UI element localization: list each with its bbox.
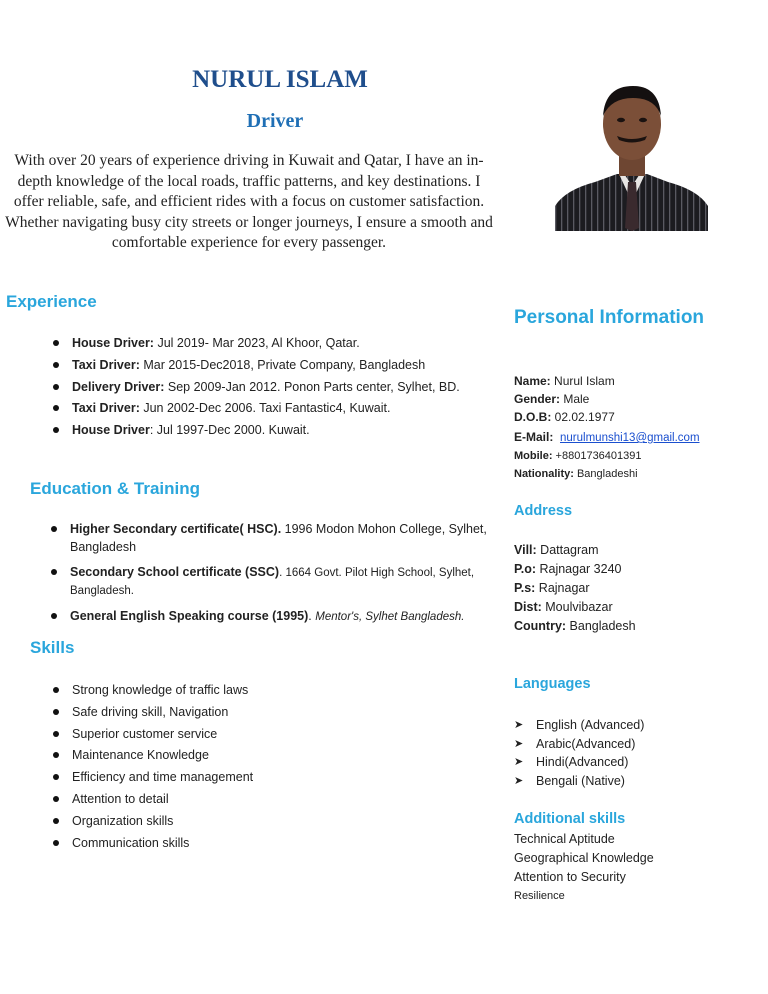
list-item bbox=[48, 563, 488, 600]
job-title: Taxi Driver: bbox=[72, 357, 140, 372]
list-item: Attention to detail bbox=[50, 790, 450, 812]
list-item bbox=[514, 753, 754, 772]
gender-label: Gender: bbox=[514, 392, 561, 406]
skills-list bbox=[50, 681, 450, 855]
list-item bbox=[48, 607, 488, 626]
language-label: English (Advanced) bbox=[536, 718, 645, 732]
education-title: Secondary School certificate (SSC) bbox=[70, 565, 280, 579]
list-item: Strong knowledge of traffic laws bbox=[50, 681, 450, 703]
list-item bbox=[514, 716, 754, 735]
arrow-bullet-icon: ➤ bbox=[514, 719, 524, 731]
resume-role: Driver bbox=[246, 110, 304, 132]
dist-value: Moulvibazar bbox=[541, 600, 613, 614]
nationality-row bbox=[514, 465, 764, 483]
list-item bbox=[514, 735, 754, 754]
list-item bbox=[48, 520, 488, 556]
name-row bbox=[514, 372, 764, 390]
email-link[interactable]: nurulmunshi13@gmail.com bbox=[560, 432, 700, 444]
personal-info-block bbox=[514, 372, 764, 483]
po-label: P.o: bbox=[514, 562, 536, 576]
job-detail: Jun 2002-Dec 2006. Taxi Fantastic4, Kuwait. bbox=[139, 401, 391, 416]
nationality-label: Nationality: bbox=[514, 468, 574, 480]
vill-label: Vill: bbox=[514, 543, 537, 557]
education-detail: 1996 Modon Mohon College, Sylhet, Bangladesh bbox=[70, 522, 487, 554]
list-item: Superior customer service bbox=[50, 725, 450, 747]
education-detail: . 1664 Govt. Pilot High School, Sylhet, Bangladesh. bbox=[70, 567, 475, 597]
country-label: Country: bbox=[514, 619, 567, 633]
profile-photo bbox=[555, 78, 708, 231]
education-title: General English Speaking course (1995) bbox=[70, 609, 309, 623]
address-block bbox=[514, 541, 754, 636]
list-item bbox=[50, 334, 510, 356]
job-detail: Jul 2019- Mar 2023, Al Khoor, Qatar. bbox=[153, 336, 360, 350]
email-row bbox=[514, 428, 764, 447]
job-title: House Driver bbox=[72, 423, 150, 438]
job-detail: : Jul 1997-Dec 2000. Kuwait. bbox=[149, 423, 310, 438]
name-label: Name: bbox=[514, 374, 551, 388]
list-item: Organization skills bbox=[50, 812, 450, 834]
list-item: Communication skills bbox=[50, 834, 450, 856]
dist-label: Dist: bbox=[514, 600, 542, 614]
list-item bbox=[514, 772, 754, 791]
language-label: Hindi(Advanced) bbox=[536, 755, 629, 769]
list-item bbox=[50, 399, 510, 421]
language-label: Arabic(Advanced) bbox=[536, 736, 636, 751]
additional-skills-block bbox=[514, 830, 754, 906]
languages-heading: Languages bbox=[514, 676, 591, 692]
ps-row bbox=[514, 579, 754, 598]
resume-name: NURUL ISLAM bbox=[192, 66, 368, 93]
dob-label: D.O.B: bbox=[514, 410, 552, 424]
ps-value: Rajnagar bbox=[535, 581, 590, 595]
po-row bbox=[514, 560, 754, 579]
po-value: Rajnagar 3240 bbox=[536, 562, 622, 576]
mobile-label: Mobile: bbox=[514, 450, 553, 462]
arrow-bullet-icon: ➤ bbox=[514, 756, 524, 768]
job-title: Taxi Driver: bbox=[72, 401, 140, 416]
mobile-value: +8801736401391 bbox=[552, 450, 642, 462]
education-heading: Education & Training bbox=[30, 479, 201, 498]
name-value: Nurul Islam bbox=[550, 374, 615, 388]
list-item bbox=[50, 356, 510, 378]
profile-summary: With over 20 years of experience driving in Kuwait and Qatar, I have an in-depth knowledge of the local roads, traffic patterns, and key destinations. I offer reliable, safe, and efficient rides with a focus on customer satisfaction. Whether navigating busy city streets or longer journeys, I ensure a smooth and comfortable experience for every passenger. bbox=[5, 152, 493, 251]
job-detail: Sep 2009-Jan 2012. Ponon Parts center, Sylhet, BD. bbox=[164, 379, 460, 394]
list-item: Safe driving skill, Navigation bbox=[50, 703, 450, 725]
vill-value: Dattagram bbox=[536, 543, 599, 557]
additional-skill: Attention to Security bbox=[514, 870, 626, 884]
list-item bbox=[50, 421, 510, 443]
additional-skill: Technical Aptitude bbox=[514, 832, 615, 846]
job-title: Delivery Driver: bbox=[72, 379, 165, 394]
dist-row bbox=[514, 598, 754, 617]
language-label: Bengali (Native) bbox=[536, 773, 625, 788]
list-item: Maintenance Knowledge bbox=[50, 746, 450, 768]
list-item bbox=[50, 378, 510, 400]
education-detail: . bbox=[308, 609, 316, 623]
list-item: Efficiency and time management bbox=[50, 768, 450, 790]
dob-row bbox=[514, 408, 764, 426]
arrow-bullet-icon: ➤ bbox=[514, 774, 524, 787]
additional-skills-heading: Additional skills bbox=[514, 811, 626, 827]
additional-skill: Geographical Knowledge bbox=[514, 851, 654, 865]
experience-list bbox=[50, 334, 510, 443]
address-heading: Address bbox=[514, 503, 573, 519]
arrow-bullet-icon: ➤ bbox=[514, 737, 524, 750]
job-title: House Driver: bbox=[72, 336, 154, 350]
gender-value: Male bbox=[560, 392, 590, 406]
country-row bbox=[514, 617, 754, 636]
vill-row bbox=[514, 541, 754, 560]
education-list bbox=[48, 520, 488, 633]
portrait-image bbox=[555, 78, 708, 231]
ps-label: P.s: bbox=[514, 581, 536, 595]
personal-info-heading: Personal Information bbox=[514, 307, 705, 328]
job-detail: Mar 2015-Dec2018, Private Company, Bangladesh bbox=[139, 357, 426, 372]
education-title: Higher Secondary certificate( HSC). bbox=[70, 522, 282, 536]
gender-row bbox=[514, 390, 764, 408]
additional-skill: Resilience bbox=[514, 890, 565, 902]
mobile-row bbox=[514, 447, 764, 465]
experience-heading: Experience bbox=[6, 292, 97, 311]
skills-heading: Skills bbox=[30, 638, 75, 657]
languages-list bbox=[514, 716, 754, 790]
nationality-value: Bangladeshi bbox=[573, 468, 638, 480]
education-detail-italic: Mentor's, Sylhet Bangladesh. bbox=[315, 611, 465, 623]
dob-value: 02.02.1977 bbox=[551, 410, 615, 424]
country-value: Bangladesh bbox=[566, 619, 636, 633]
email-label: E-Mail: bbox=[514, 430, 554, 444]
